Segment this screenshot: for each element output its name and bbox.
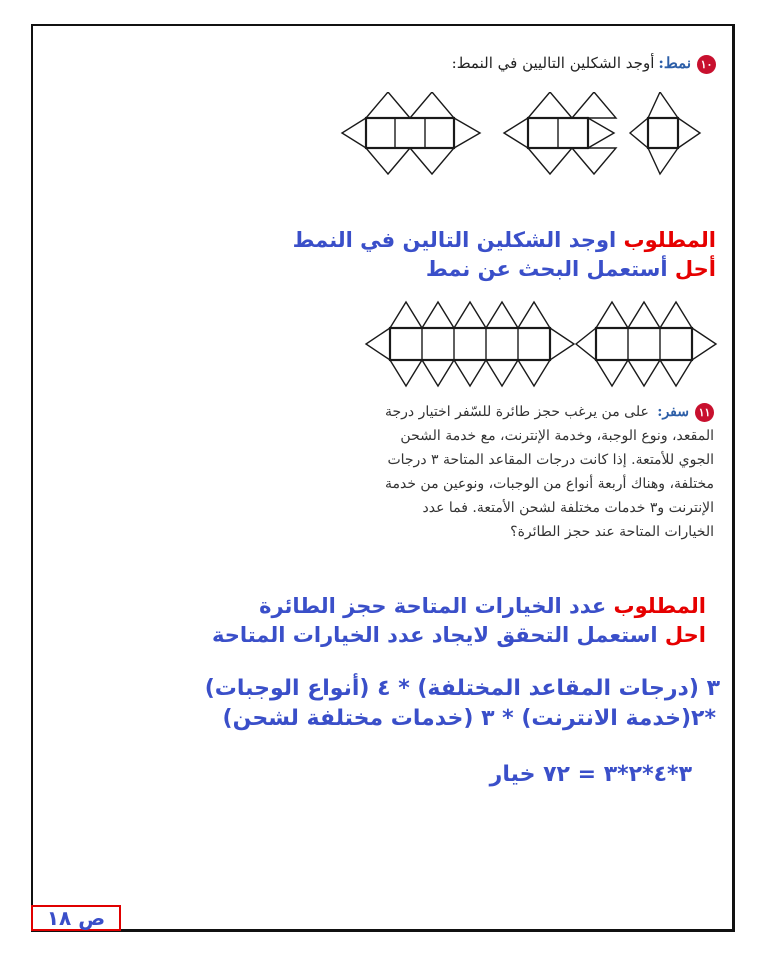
- required-text: عدد الخيارات المتاحة حجز الطائرة: [259, 594, 607, 618]
- label-required: المطلوب: [613, 594, 706, 618]
- question-number-badge: ١١: [695, 403, 714, 422]
- label-solve: احل: [664, 623, 706, 647]
- question-title: نمط:: [658, 54, 691, 72]
- question-number-badge: ١٠: [697, 55, 716, 74]
- page-number: ص ١٨: [31, 905, 121, 931]
- question-text: أوجد الشكلين التاليين في النمط:: [451, 54, 655, 72]
- pattern-figure-3-squares: [342, 92, 480, 174]
- pattern-figure-2-squares: [504, 92, 616, 174]
- answer1-line2: [426, 257, 716, 281]
- question-10: [452, 54, 716, 74]
- pattern-figure-4-squares: [576, 302, 716, 386]
- answer2-result: ٣*٤*٢*٣ = ٧٢ خيار: [489, 762, 692, 787]
- answer2-line1: [259, 594, 706, 618]
- solve-text: أستعمل البحث عن نمط: [425, 257, 668, 281]
- question-11: [384, 400, 714, 544]
- required-text: اوجد الشكلين التالين في النمط: [292, 228, 617, 252]
- pattern-figures-answer: [360, 300, 730, 390]
- pattern-figure-5-squares: [366, 302, 574, 386]
- pattern-figure-1-square: [630, 92, 700, 174]
- answer2-line3: ٣ (درجات المقاعد المختلفة) * ٤ (أنواع الوجبات): [204, 676, 720, 701]
- label-required: المطلوب: [623, 228, 716, 252]
- question-title: سفر:: [657, 404, 689, 420]
- answer1-line1: [293, 228, 716, 252]
- solve-text: استعمل التحقق لايجاد عدد الخيارات المتاحة: [211, 623, 658, 647]
- answer2-line4: *٢(خدمة الانترنت) * ٣ (خدمات مختلفة لشحن): [222, 706, 716, 731]
- pattern-figures-given: [330, 92, 720, 197]
- label-solve: أحل: [674, 257, 716, 281]
- question-text: على من يرغب حجز طائرة للسّفر اختيار درجة المقعد، ونوع الوجبة، وخدمة الإنترنت، مع خدمة الشحن الجوي للأمتعة. إذا كانت درجات المقاعد المتاحة ٣ درجات مختلفة، وهناك أربعة أنواع من الوجبات، ونوعين من خدمة الإنترنت و٣ خدمات مختلفة لشحن الأمتعة. فما عدد الخيارات المتاحة عند حجز الطائرة؟: [384, 404, 714, 540]
- answer2-line2: [212, 623, 706, 647]
